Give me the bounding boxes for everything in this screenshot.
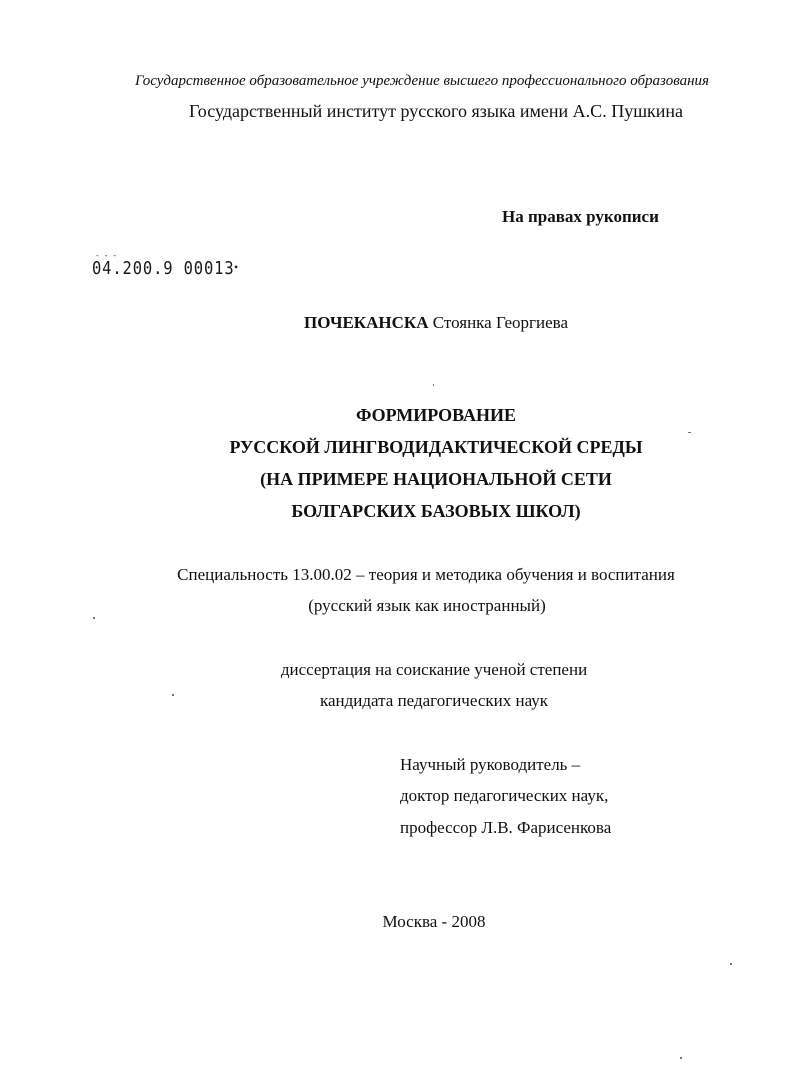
stamp-marks: - - - [96, 251, 118, 260]
institution-name: Государственный институт русского языка имени А.С. Пушкина [188, 101, 684, 121]
specialty-line-1: Специальность 13.00.02 – теория и методика обучения и воспитания [177, 565, 675, 584]
title-line-1: ФОРМИРОВАНИЕ [355, 405, 517, 425]
advisor-line-2: доктор педагогических наук, [400, 786, 609, 805]
place-year: Москва - 2008 [382, 912, 486, 931]
specialty-line-2: (русский язык как иностранный) [308, 596, 546, 615]
scan-speck [172, 694, 174, 696]
title-line-2: РУССКОЙ ЛИНГВОДИДАКТИЧЕСКОЙ СРЕДЫ [229, 437, 643, 457]
scan-speck [93, 617, 95, 619]
author-name [0, 313, 792, 333]
title-line-4: БОЛГАРСКИХ БАЗОВЫХ ШКОЛ) [291, 501, 581, 521]
advisor-line-1: Научный руководитель – [400, 755, 581, 774]
scan-speck [680, 1057, 682, 1059]
rights-note: На правах рукописи [502, 207, 659, 226]
stamp-number: 04.200.9 00013 [92, 258, 235, 279]
degree-line-2: кандидата педагогических наук [319, 691, 549, 710]
title-line-3: (НА ПРИМЕРЕ НАЦИОНАЛЬНОЙ СЕТИ [260, 469, 612, 489]
advisor-line-3: профессор Л.В. Фарисенкова [400, 818, 612, 837]
degree-line-1: диссертация на соискание ученой степени [280, 660, 588, 679]
institution-type: Государственное образовательное учреждение высшего профессионального образования [134, 73, 710, 89]
author-surname: ПОЧЕКАНСКА [303, 313, 429, 332]
scan-speck [688, 432, 691, 433]
author-given-names: Стоянка Георгиева [432, 313, 569, 332]
scan-speck [433, 384, 434, 386]
stamp-mark: • [234, 260, 239, 274]
scan-speck [730, 963, 732, 965]
